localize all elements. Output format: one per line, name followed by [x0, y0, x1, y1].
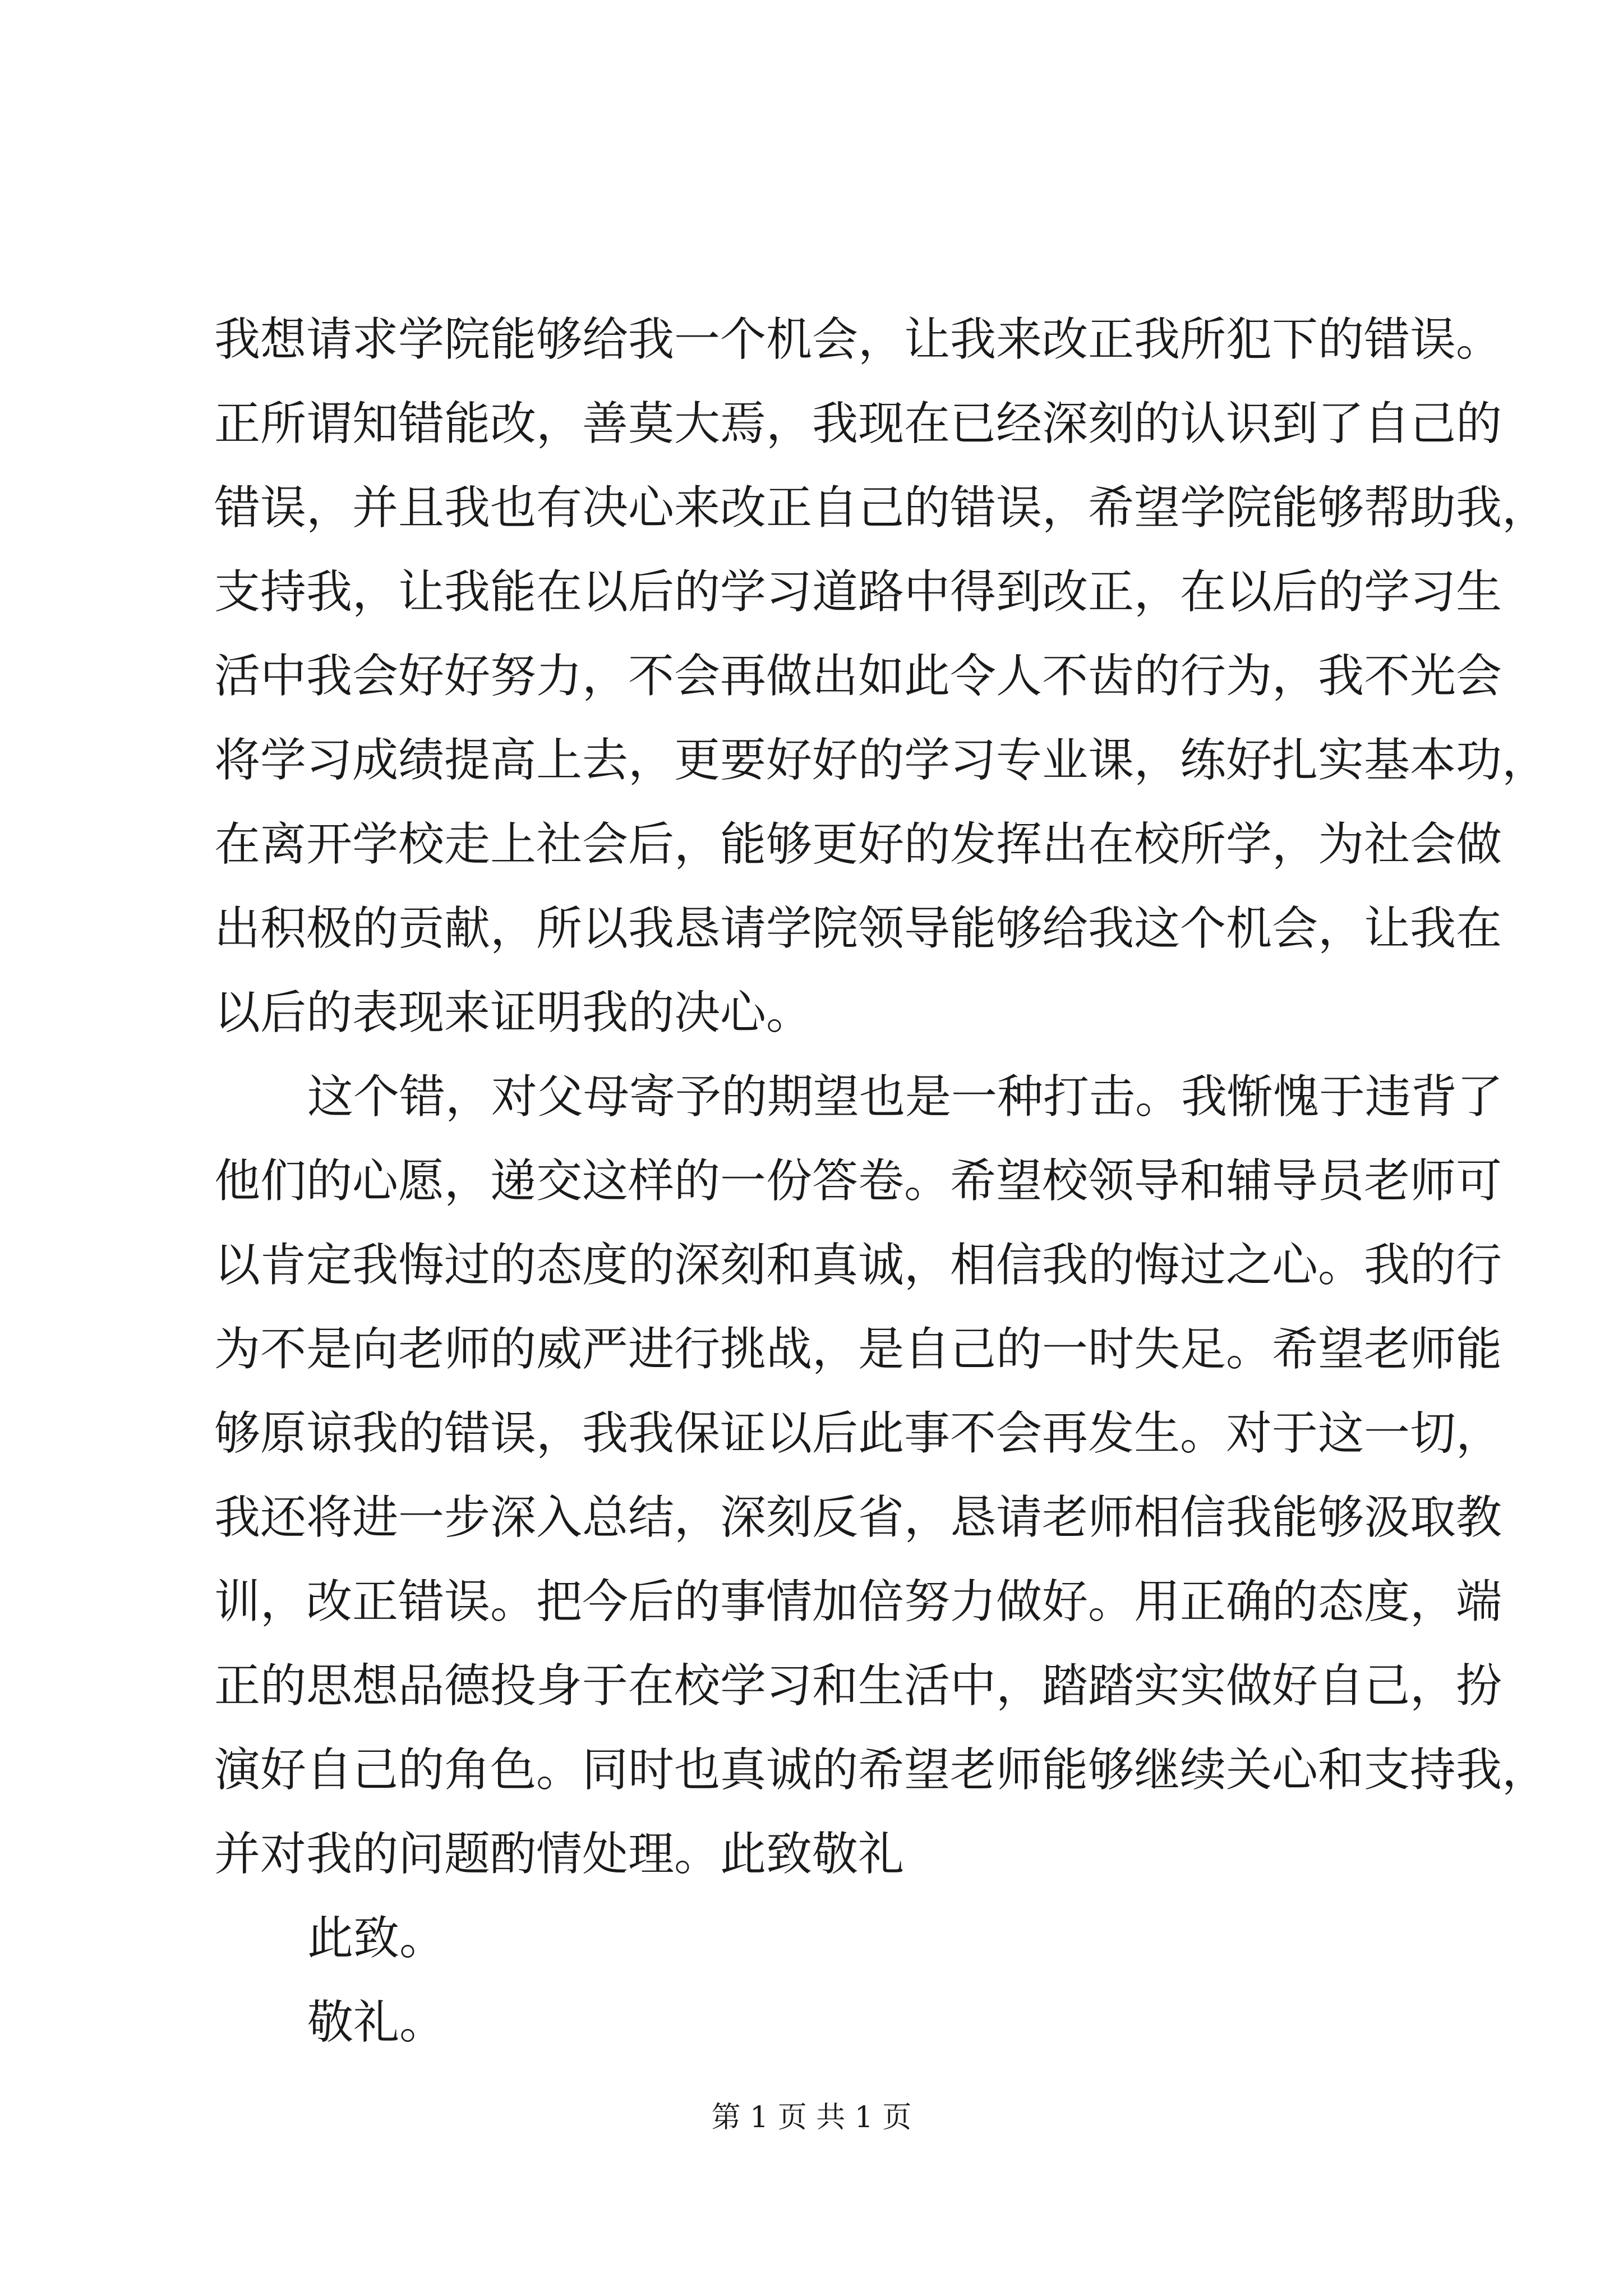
text-line: 活中我会好好努力，不会再做出如此令人不齿的行为，我不光会: [214, 650, 1502, 703]
text-line: 演好自己的角色。同时也真诚的希望老师能够继续关心和支持我，: [214, 1743, 1548, 1797]
text-line: 支持我，让我能在以后的学习道路中得到改正，在以后的学习生: [214, 565, 1502, 619]
closing-respect: 敬礼。: [307, 1996, 446, 2049]
text-line: 以肯定我悔过的态度的深刻和真诚，相信我的悔过之心。我的行: [214, 1239, 1502, 1292]
page-footer: 第 1 页 共 1 页: [711, 2101, 912, 2134]
text-line: 他们的心愿，递交这样的一份答卷。希望校领导和辅导员老师可: [214, 1154, 1502, 1208]
text-line: 够原谅我的错误，我我保证以后此事不会再发生。对于这一切，: [214, 1407, 1502, 1460]
text-line: 正所谓知错能改，善莫大焉，我现在已经深刻的认识到了自己的: [214, 397, 1502, 450]
closing-salutation: 此致。: [307, 1912, 446, 1965]
text-line: 在离开学校走上社会后，能够更好的发挥出在校所学，为社会做: [214, 818, 1502, 871]
text-line: 正的思想品德投身于在校学习和生活中，踏踏实实做好自己，扮: [214, 1659, 1502, 1713]
text-line: 我想请求学院能够给我一个机会，让我来改正我所犯下的错误。: [214, 313, 1502, 366]
text-line: 并对我的问题酌情处理。此致敬礼: [214, 1828, 905, 1881]
text-line: 出积极的贡献，所以我恳请学院领导能够给我这个机会，让我在: [214, 902, 1502, 955]
text-line: 这个错，对父母寄予的期望也是一种打击。我惭愧于违背了: [307, 1070, 1504, 1124]
text-line: 错误，并且我也有决心来改正自己的错误，希望学院能够帮助我，: [214, 481, 1548, 535]
text-line: 训，改正错误。把今后的事情加倍努力做好。用正确的态度，端: [214, 1575, 1502, 1628]
text-line: 为不是向老师的威严进行挑战，是自己的一时失足。希望老师能: [214, 1323, 1502, 1376]
text-line: 我还将进一步深入总结，深刻反省，恳请老师相信我能够汲取教: [214, 1491, 1502, 1544]
text-line: 以后的表现来证明我的决心。: [214, 986, 813, 1039]
text-line: 将学习成绩提高上去，更要好好的学习专业课，练好扎实基本功，: [214, 734, 1548, 787]
